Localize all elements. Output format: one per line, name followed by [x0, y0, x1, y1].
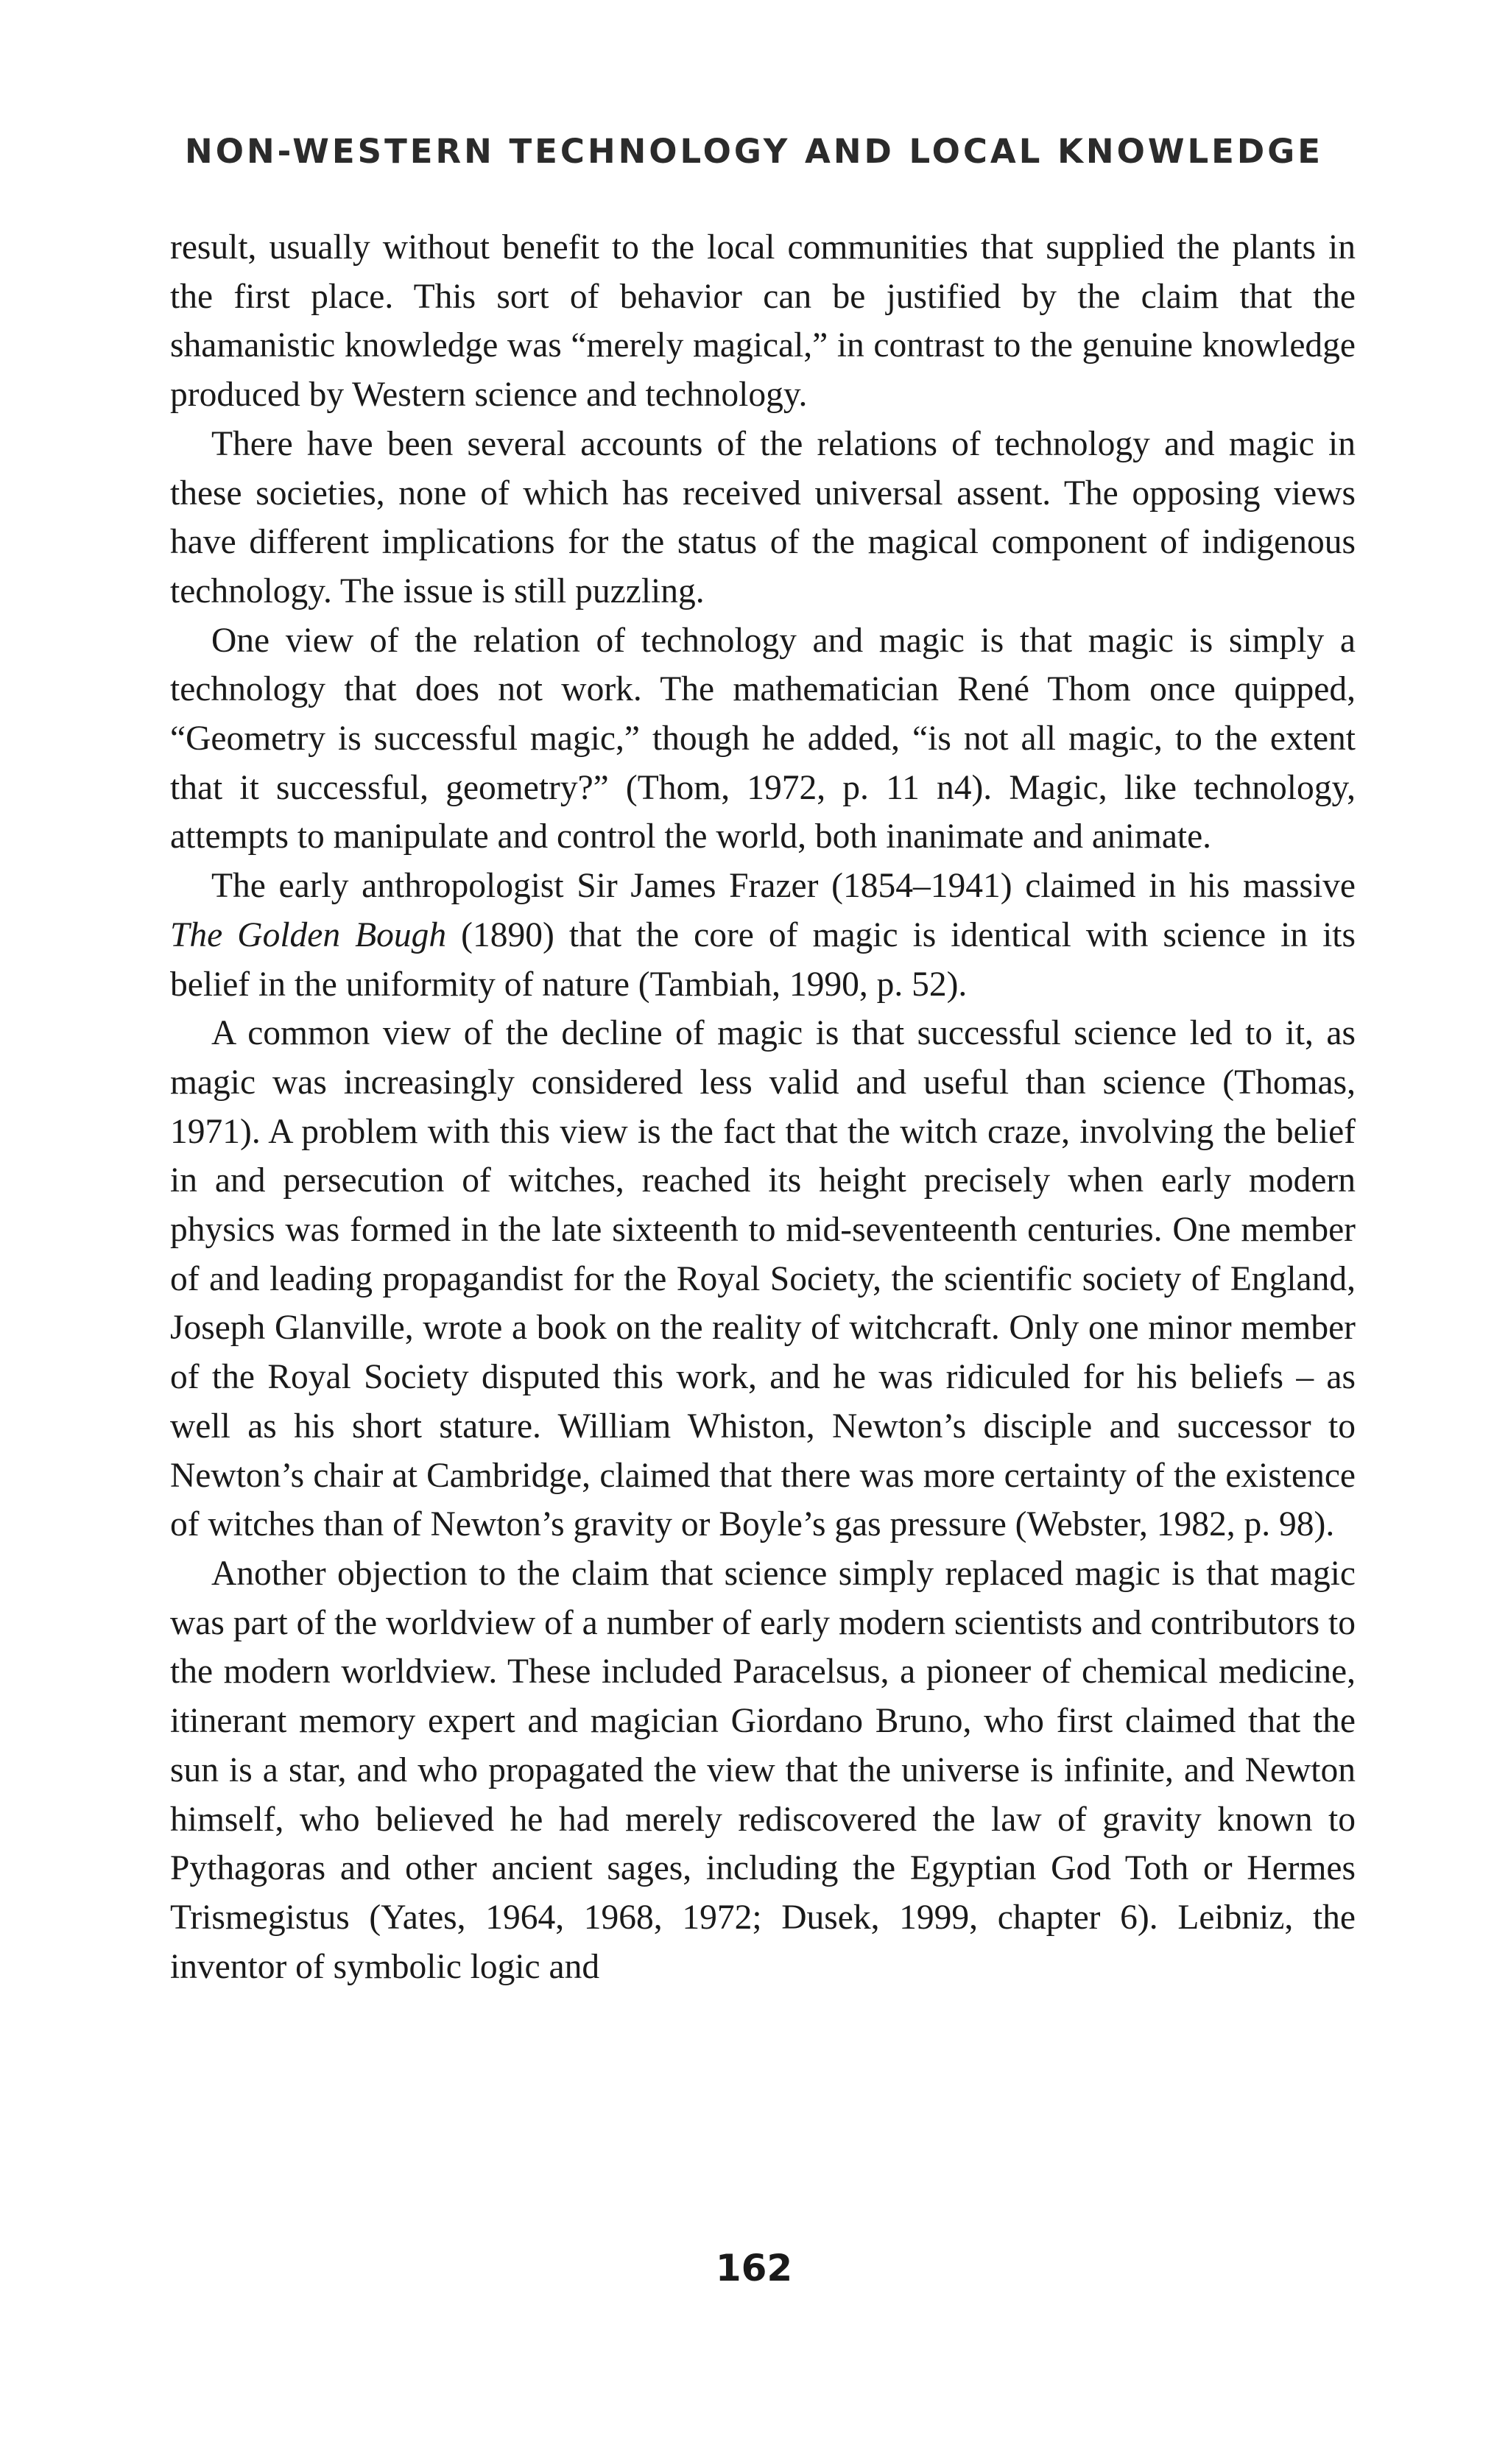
- running-head: NON-WESTERN TECHNOLOGY AND LOCAL KNOWLEDGE: [185, 132, 1323, 171]
- paragraph-5: A common view of the decline of magic is that successful science led to it, as magic was increasingly considered less valid and useful than science (Thomas, 1971). A problem with this view is the fact that the witch craze, involving the belief in and persecution of witches, reached its height precisely when early modern physics was formed in the late sixteenth to mid-seventeenth centuries. One member of and leading propagandist for the Royal Society, the scientific society of England, Joseph Glanville, wrote a book on the reality of witchcraft. Only one minor member of the Royal Society disputed this work, and he was ridiculed for his beliefs – as well as his short stature. William Whiston, Newton’s disciple and successor to Newton’s chair at Cambridge, claimed that there was more certainty of the existence of witches than of Newton’s gravity or Boyle’s gas pressure (Webster, 1982, p. 98).: [170, 1014, 1356, 1544]
- paragraph-4-rest: (1890) that the core of magic is identical with science in its belief in the uniformity of nature (Tambiah, 1990, p. 52).: [170, 915, 1356, 1004]
- paragraph-1: result, usually without benefit to the local communities that supplied the plants in the first place. This sort of behavior can be justified by the claim that the shamanistic knowledge was “merely magical,” in contrast to the genuine knowledge produced by Western science and technology.: [170, 228, 1356, 415]
- paragraph-4: [170, 862, 1356, 1009]
- paragraph-6: Another objection to the claim that science simply replaced magic is that magic was part of the worldview of a number of early modern scientists and contributors to the modern worldview. These included Paracelsus, a pioneer of chemical medicine, itinerant memory expert and magician Giordano Bruno, who first claimed that the sun is a star, and who propagated the view that the universe is infinite, and Newton himself, who believed he had merely rediscovered the law of gravity known to Pythagoras and other ancient sages, including the Egyptian God Toth or Hermes Trismegistus (Yates, 1964, 1968, 1972; Dusek, 1999, chapter 6). Leibniz, the inventor of symbolic logic and: [170, 1554, 1356, 1986]
- page-number: 162: [715, 2247, 793, 2289]
- paragraph-4-lead: The early anthropologist Sir James Frazer (1854–1941) claimed in his massive: [211, 867, 1356, 906]
- body-text: [170, 223, 1356, 1991]
- paragraph-2: There have been several accounts of the relations of technology and magic in these societies, none of which has received universal assent. The opposing views have different implications for the status of the magical component of indigenous technology. The issue is still puzzling.: [170, 424, 1356, 610]
- book-title: The Golden Bough: [170, 915, 447, 954]
- paragraph-3: One view of the relation of technology and magic is that magic is simply a technology that does not work. The mathematician René Thom once quipped, “Geometry is successful magic,” though he added, “is not all magic, to the extent that it successful, geometry?” (Thom, 1972, p. 11 n4). Magic, like technology, attempts to manipulate and control the world, both inanimate and animate.: [170, 621, 1356, 856]
